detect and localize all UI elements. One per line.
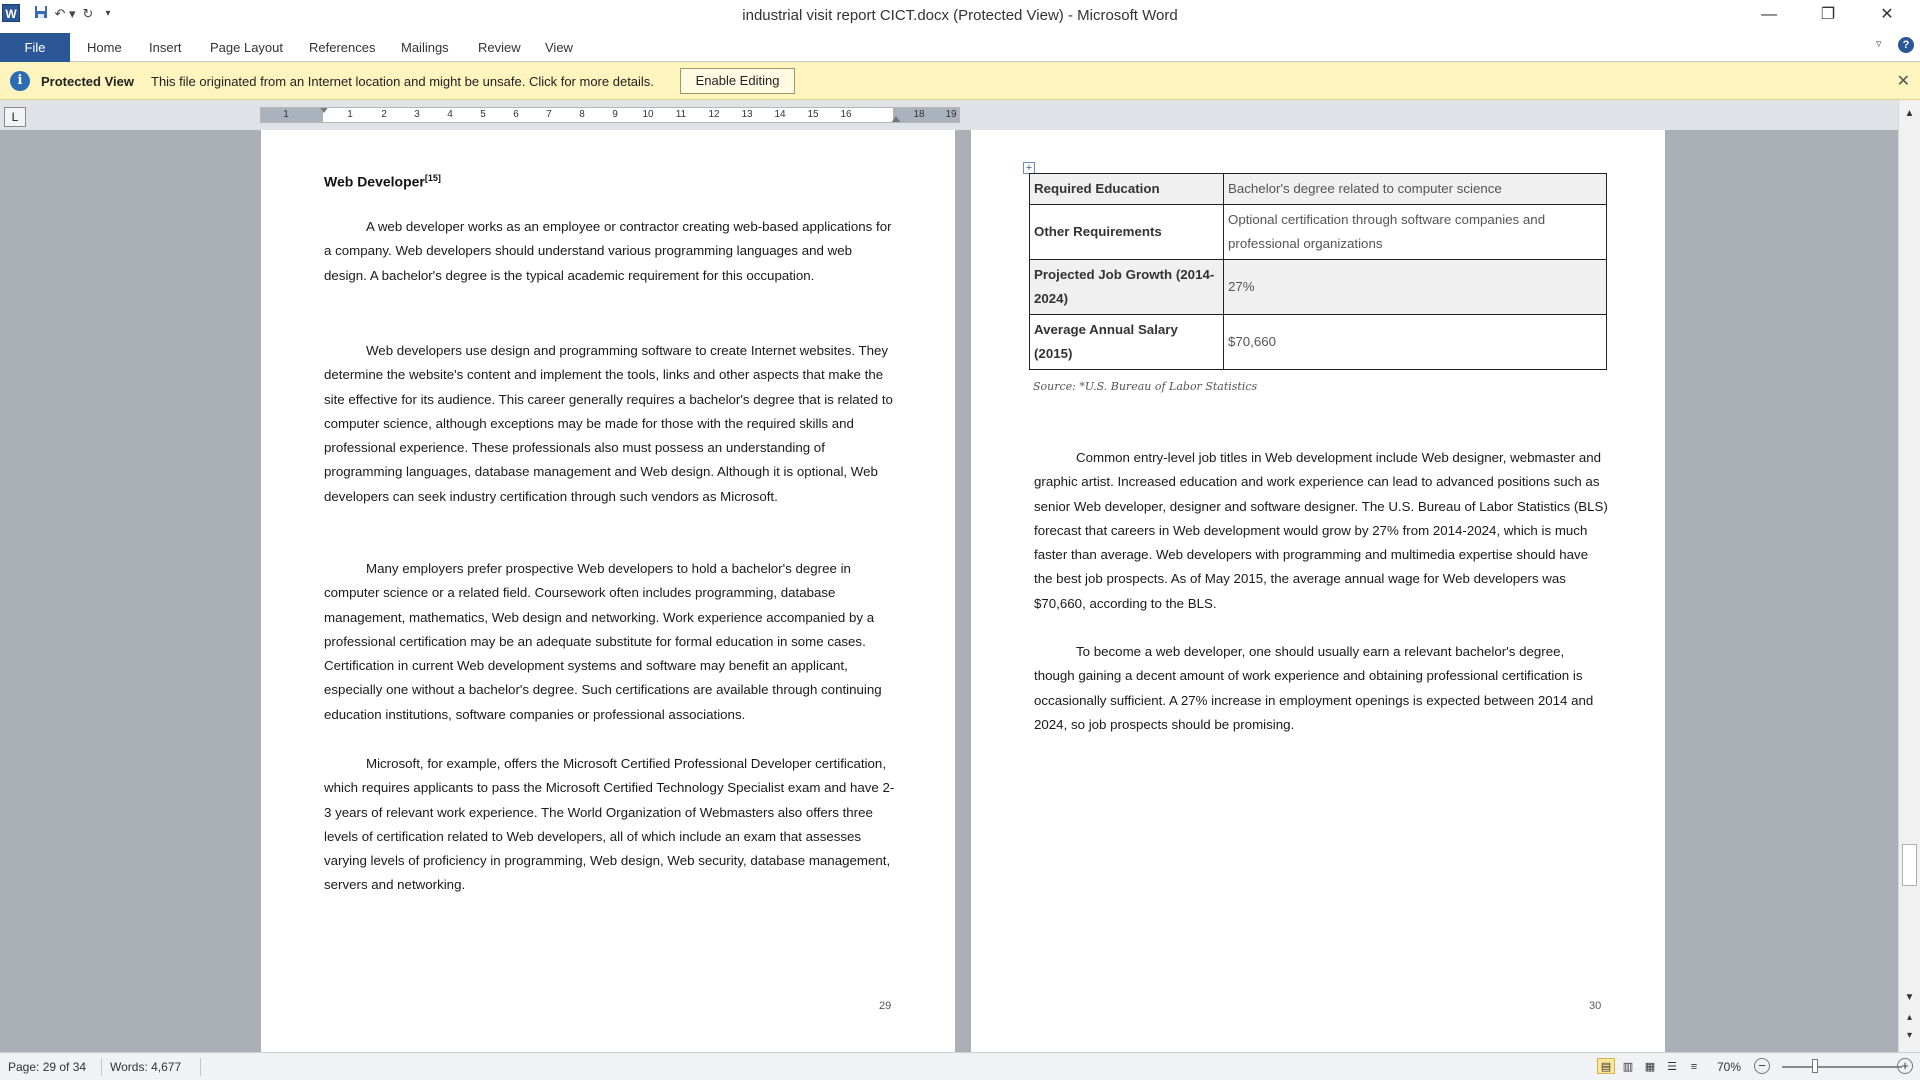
zoom-out-icon[interactable]: − [1754, 1058, 1770, 1074]
tab-insert[interactable]: Insert [149, 40, 182, 55]
section-heading [324, 173, 441, 190]
right-indent-marker[interactable] [891, 116, 901, 123]
ruler-number: 1 [283, 109, 289, 120]
protected-view-bar[interactable] [0, 62, 1920, 100]
table-cell-value: 27% [1224, 260, 1607, 315]
customize-qat-icon[interactable]: ▾ [105, 8, 111, 19]
close-bar-icon[interactable]: ✕ [1896, 73, 1910, 90]
table-cell-label: Projected Job Growth (2014-2024) [1030, 260, 1224, 315]
table-row [1030, 315, 1607, 370]
heading-reference[interactable]: [15] [424, 173, 441, 183]
career-info-table [1029, 173, 1607, 370]
ruler-number: 18 [913, 109, 925, 120]
window-title: industrial visit report CICT.docx (Protected View) - Microsoft Word [742, 7, 1178, 24]
vertical-scrollbar[interactable] [1898, 100, 1920, 1052]
redo-icon[interactable]: ↻ [82, 6, 94, 21]
tab-review[interactable]: Review [478, 40, 521, 55]
ruler-number: 6 [513, 109, 519, 120]
ruler-number: 19 [945, 109, 957, 120]
page-number: 29 [879, 1000, 892, 1012]
status-bar [0, 1052, 1920, 1080]
tab-file[interactable]: File [0, 33, 70, 62]
previous-page-icon[interactable]: ▴ [1906, 1012, 1913, 1023]
draft-view-icon[interactable]: ≡ [1690, 1061, 1698, 1073]
table-row [1030, 174, 1607, 205]
page-count-status[interactable]: Page: 29 of 34 [8, 1060, 87, 1074]
ruler-number: 9 [612, 109, 618, 120]
print-layout-view-icon[interactable]: ▤ [1597, 1058, 1615, 1074]
horizontal-ruler[interactable] [260, 107, 960, 123]
zoom-level[interactable]: 70% [1717, 1060, 1742, 1074]
protected-view-message[interactable]: This file originated from an Internet location and might be unsafe. Click for more details. [151, 74, 654, 89]
tab-view[interactable]: View [545, 40, 573, 55]
first-line-indent-marker[interactable] [319, 107, 329, 113]
paragraph: To become a web developer, one should usually earn a relevant bachelor's degree, though gaining a decent amount of work experience and obtaining professional certification is occasionally sufficient. A 27% increase in employment openings is expected between 2014 and 2024, so job prospects should be promising. [1034, 644, 1594, 732]
scroll-up-icon[interactable]: ▲ [1904, 108, 1915, 119]
heading-text: Web Developer [324, 173, 425, 190]
table-cell-label: Other Requirements [1030, 205, 1224, 260]
zoom-slider-thumb[interactable] [1812, 1059, 1818, 1073]
paragraph: Many employers prefer prospective Web developers to hold a bachelor's degree in computer science or a related field. Coursework often includes programming, database management, mathematics, Web design and networking. Work experience accompanied by a professional certification may be an adequate substitute for formal education in some cases. Certification in current Web development systems and software may benefit an applicant, especially one without a bachelor's degree. Such certifications are available through continuing education institutions, software companies or professional associations. [324, 561, 882, 722]
undo-icon[interactable]: ↶ ▾ [54, 6, 76, 21]
title-bar [0, 0, 1920, 30]
ruler-number: 3 [414, 109, 420, 120]
zoom-in-icon[interactable]: + [1897, 1058, 1913, 1074]
table-cell-value: Bachelor's degree related to computer science [1224, 174, 1607, 205]
ribbon-tabs [0, 30, 1920, 62]
scrollbar-thumb[interactable] [1902, 844, 1917, 886]
ruler-number: 7 [546, 109, 552, 120]
page-29[interactable] [261, 130, 955, 1052]
next-page-icon[interactable]: ▾ [1906, 1030, 1913, 1041]
page-30[interactable] [971, 130, 1665, 1052]
paragraph: A web developer works as an employee or contractor creating web-based applications for a company. Web developers should understand various programming languages and web design. A bachelor's degree is the typical academic requirement for this occupation. [324, 219, 892, 283]
ruler-number: 4 [447, 109, 453, 120]
ruler-number: 2 [381, 109, 387, 120]
expand-ribbon-icon[interactable]: ▿ [1876, 38, 1882, 50]
zoom-slider-track[interactable] [1782, 1066, 1902, 1068]
full-screen-reading-icon[interactable]: ▥ [1622, 1061, 1634, 1073]
minimize-button[interactable]: — [1761, 6, 1777, 23]
ruler-number: 15 [807, 109, 819, 120]
table-cell-label: Required Education [1030, 174, 1224, 205]
document-area[interactable] [0, 130, 1898, 1052]
table-cell-value: $70,660 [1224, 315, 1607, 370]
ruler-number: 10 [642, 109, 654, 120]
help-icon[interactable]: ? [1898, 37, 1914, 53]
tab-page-layout[interactable]: Page Layout [210, 40, 284, 55]
ruler-number: 16 [840, 109, 852, 120]
ruler-number: 8 [579, 109, 585, 120]
table-move-handle-icon[interactable]: + [1023, 162, 1035, 174]
paragraph: Common entry-level job titles in Web development include Web designer, webmaster and graphic artist. Increased education and work experience can lead to advanced positions such as senior Web developer, designer and software designer. The U.S. Bureau of Labor Statistics (BLS) forecast that careers in Web development would grow by 27% from 2014-2024, which is much faster than average. Web developers with programming and multimedia expertise should have the best job prospects. As of May 2015, the average annual wage for Web developers was $70,660, according to the BLS. [1034, 450, 1608, 611]
tab-home[interactable]: Home [87, 40, 122, 55]
restore-button[interactable]: ❐ [1820, 6, 1836, 23]
word-app-icon[interactable]: W [2, 4, 20, 22]
save-icon[interactable] [32, 5, 50, 23]
ruler-number: 13 [741, 109, 753, 120]
protected-view-title: Protected View [41, 74, 134, 89]
info-shield-icon: i [10, 71, 30, 91]
tab-mailings[interactable]: Mailings [401, 40, 449, 55]
enable-editing-button[interactable]: Enable Editing [680, 68, 795, 94]
scroll-down-icon[interactable]: ▼ [1904, 992, 1915, 1003]
ruler-number: 14 [774, 109, 786, 120]
paragraph: Web developers use design and programming software to create Internet websites. They determine the website's content and implement the tools, links and other aspects that make the site effective for its audience. This career generally requires a bachelor's degree that is related to computer science, although exceptions may be made for those with the required skills and professional experience. These professionals also must possess an understanding of programming languages, database management and Web design. Although it is optional, Web developers can seek industry certification through such vendors as Microsoft. [324, 343, 893, 504]
ruler-row [0, 100, 1920, 130]
page-number: 30 [1589, 1000, 1602, 1012]
table-cell-label: Average Annual Salary (2015) [1030, 315, 1224, 370]
word-count-status[interactable]: Words: 4,677 [110, 1060, 182, 1074]
table-row [1030, 205, 1607, 260]
web-layout-icon[interactable]: ▦ [1644, 1061, 1656, 1073]
table-cell-value: Optional certification through software companies and professional organizations [1224, 205, 1607, 260]
table-source-caption: Source: *U.S. Bureau of Labor Statistics [1033, 380, 1258, 393]
close-button[interactable]: ✕ [1880, 6, 1894, 23]
tab-selector[interactable]: L [4, 107, 26, 127]
tab-references[interactable]: References [309, 40, 376, 55]
ruler-number: 1 [347, 109, 353, 120]
outline-view-icon[interactable]: ☰ [1667, 1061, 1677, 1073]
table-row [1030, 260, 1607, 315]
ruler-number: 11 [675, 109, 687, 120]
ruler-number: 5 [480, 109, 486, 120]
paragraph: Microsoft, for example, offers the Microsoft Certified Professional Developer certification, which requires applicants to pass the Microsoft Certified Technology Specialist exam and have 2-3 years of relevant work experience. The World Organization of Webmasters also offers three levels of certification related to Web developers, all of which include an exam that assesses varying levels of proficiency in programming, Web design, Web security, database management, servers and networking. [324, 756, 895, 893]
ruler-number: 12 [708, 109, 720, 120]
